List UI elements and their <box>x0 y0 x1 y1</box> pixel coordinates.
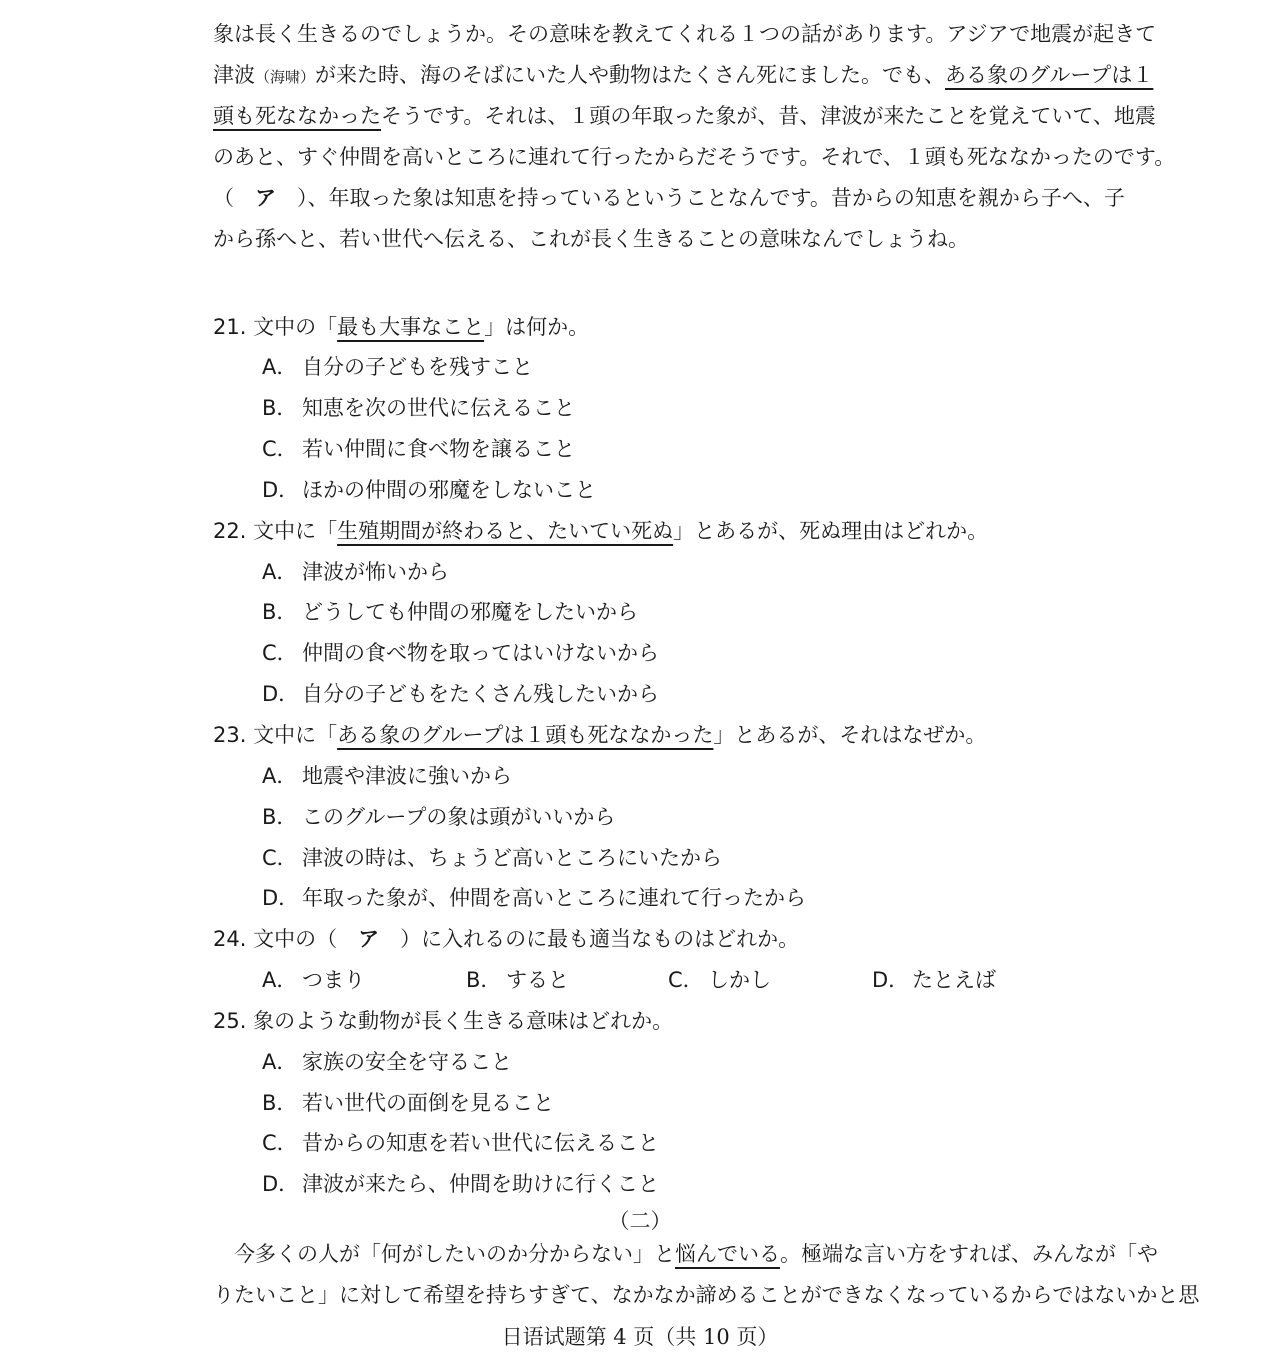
question-24 <box>213 923 799 953</box>
option-23-c[interactable] <box>262 842 722 872</box>
option-text: ほかの仲間の邪魔をしないこと <box>302 478 596 502</box>
passage-text: 津波 <box>213 63 255 87</box>
option-label: D． <box>872 968 910 992</box>
underlined-phrase: ある象のグループは１ <box>945 63 1154 87</box>
option-text: 若い仲間に食べ物を譲ること <box>302 437 575 461</box>
option-22-c[interactable] <box>262 637 659 667</box>
passage-text: そうです。それは、１頭の年取った象が、昔、津波が来たことを覚えていて、地震 <box>381 104 1156 128</box>
option-text: 昔からの知恵を若い世代に伝えること <box>302 1131 659 1155</box>
option-label: A． <box>262 355 298 379</box>
passage-text: 今多くの人が「何がしたいのか分からない」と <box>234 1242 675 1266</box>
option-label: A． <box>262 560 298 584</box>
question-25 <box>213 1005 673 1035</box>
option-label: B． <box>262 1091 298 1115</box>
underlined-quote: 生殖期間が終わると、たいてい死ぬ <box>337 519 674 543</box>
option-text: 津波が怖いから <box>302 560 449 584</box>
passage-line-3 <box>213 96 1156 137</box>
question-number: 24. <box>213 927 247 951</box>
question-23 <box>213 719 986 749</box>
passage-2-line-2: りたいこと」に対して希望を持ちすぎて、なかなか諦めることができなくなっているからではないかと思 <box>213 1283 1200 1307</box>
option-21-c[interactable] <box>262 433 575 463</box>
option-24-c[interactable] <box>668 964 771 994</box>
passage-line-1: 象は長く生きるのでしょうか。その意味を教えてくれる１つの話があります。アジアで地震が起きて <box>213 22 1157 46</box>
option-text: すると <box>506 968 569 992</box>
passage-line-4: のあと、すぐ仲間を高いところに連れて行ったからだそうです。それで、１頭も死ななかったのです。 <box>213 145 1176 169</box>
passage-line-6: から孫へと、若い世代へ伝える、これが長く生きることの意味なんでしょうね。 <box>213 227 969 251</box>
option-label: C． <box>262 641 298 665</box>
option-21-a[interactable] <box>262 351 533 381</box>
blank-marker: ア <box>358 927 380 951</box>
option-25-b[interactable] <box>262 1087 554 1117</box>
question-21 <box>213 311 589 341</box>
option-label: C． <box>668 968 704 992</box>
option-21-d[interactable] <box>262 474 596 504</box>
question-text-pre: 文中の「 <box>253 315 338 339</box>
option-21-b[interactable] <box>262 392 575 422</box>
option-text: 津波の時は、ちょうど高いところにいたから <box>302 846 722 870</box>
question-text-pre: 文中に「 <box>253 519 338 543</box>
option-label: C． <box>262 437 298 461</box>
option-22-b[interactable] <box>262 596 638 626</box>
option-label: D． <box>262 478 300 502</box>
option-25-a[interactable] <box>262 1046 512 1076</box>
question-text-post: 」とあるが、死ぬ理由はどれか。 <box>673 519 989 543</box>
blank-marker: ア <box>255 186 276 210</box>
option-label: D． <box>262 682 300 706</box>
option-text: このグループの象は頭がいいから <box>302 805 616 829</box>
passage-text: が来た時、海のそばにいた人や動物はたくさん死にました。でも、 <box>315 63 946 87</box>
option-24-d[interactable] <box>872 964 996 994</box>
option-text: 仲間の食べ物を取ってはいけないから <box>302 641 659 665</box>
question-number: 21. <box>213 315 247 339</box>
option-25-d[interactable] <box>262 1168 659 1198</box>
question-text-post: 」とあるが、それはなぜか。 <box>713 723 987 747</box>
option-23-d[interactable] <box>262 882 806 912</box>
passage-text: 。極端な言い方をすれば、みんなが「や <box>780 1242 1158 1266</box>
option-text: 若い世代の面倒を見ること <box>302 1091 554 1115</box>
question-text: 象のような動物が長く生きる意味はどれか。 <box>253 1009 674 1033</box>
option-25-c[interactable] <box>262 1127 659 1157</box>
question-text-pre: 文中の（ <box>253 927 359 951</box>
passage-paragraph <box>213 14 1176 260</box>
passage-text: ）、年取った象は知恵を持っているということなんです。昔からの知恵を親から子へ、子 <box>276 186 1125 210</box>
question-text-post: 」は何か。 <box>484 315 590 339</box>
option-24-a[interactable] <box>262 964 365 994</box>
option-text: 家族の安全を守ること <box>302 1050 512 1074</box>
option-23-a[interactable] <box>262 760 512 790</box>
question-text-pre: 文中に「 <box>253 723 338 747</box>
page-footer: 日语试题第 4 页（共 10 页） <box>501 1325 779 1349</box>
option-22-d[interactable] <box>262 678 659 708</box>
option-text: 自分の子どもをたくさん残したいから <box>302 682 659 706</box>
question-number: 25. <box>213 1009 247 1033</box>
option-text: 知恵を次の世代に伝えること <box>302 396 575 420</box>
option-label: A． <box>262 764 298 788</box>
option-label: A． <box>262 1050 298 1074</box>
passage-2-line-1 <box>213 1234 1158 1275</box>
question-number: 22. <box>213 519 247 543</box>
option-label: C． <box>262 1131 298 1155</box>
option-22-a[interactable] <box>262 556 449 586</box>
option-text: つまり <box>302 968 365 992</box>
option-text: 自分の子どもを残すこと <box>302 355 533 379</box>
option-text: 年取った象が、仲間を高いところに連れて行ったから <box>302 886 806 910</box>
option-text: たとえば <box>912 968 996 992</box>
option-label: B． <box>262 600 298 624</box>
annotation-note: （海啸） <box>255 68 316 86</box>
option-label: B． <box>466 968 502 992</box>
blank-open-paren: （ <box>213 186 255 210</box>
option-label: B． <box>262 396 298 420</box>
option-text: しかし <box>708 968 771 992</box>
option-label: B． <box>262 805 298 829</box>
option-text: 津波が来たら、仲間を助けに行くこと <box>302 1172 659 1196</box>
option-label: D． <box>262 886 300 910</box>
underlined-quote: 最も大事なこと <box>337 315 485 339</box>
underlined-phrase: 頭も死ななかった <box>213 104 381 128</box>
passage-2-paragraph <box>213 1234 1200 1316</box>
option-label: D． <box>262 1172 300 1196</box>
passage-line-2 <box>213 55 1154 96</box>
question-text-post: ）に入れるのに最も適当なものはどれか。 <box>379 927 800 951</box>
underlined-quote: ある象のグループは１頭も死ななかった <box>337 723 714 747</box>
option-text: どうしても仲間の邪魔をしたいから <box>302 600 638 624</box>
passage-line-5 <box>213 178 1125 219</box>
option-24-b[interactable] <box>466 964 569 994</box>
question-22 <box>213 515 988 545</box>
option-label: C． <box>262 846 298 870</box>
option-text: 地震や津波に強いから <box>302 764 512 788</box>
underlined-phrase: 悩んでいる <box>675 1242 780 1266</box>
question-number: 23. <box>213 723 247 747</box>
section-heading: （二） <box>608 1209 672 1233</box>
option-label: A． <box>262 968 298 992</box>
option-23-b[interactable] <box>262 801 615 831</box>
